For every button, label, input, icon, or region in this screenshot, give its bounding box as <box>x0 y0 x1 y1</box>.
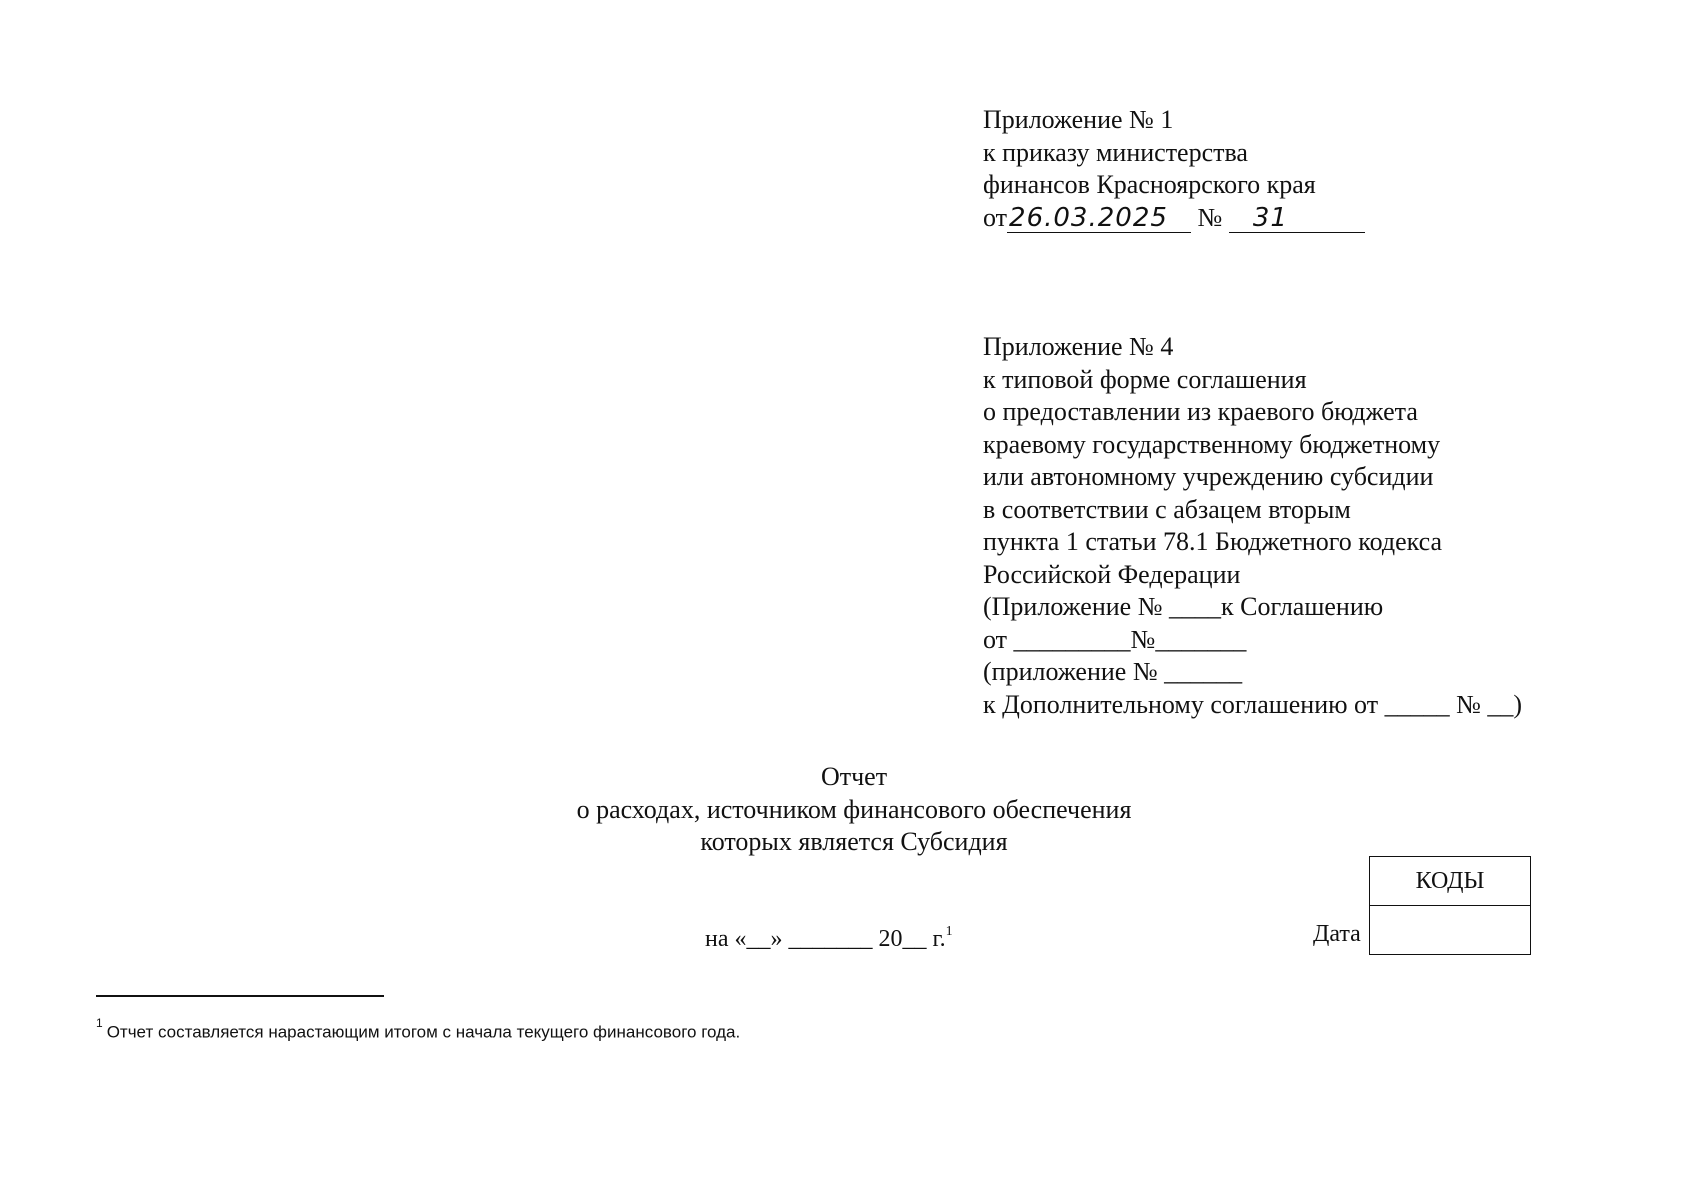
appendix-1-title: Приложение № 1 <box>983 105 1174 134</box>
appendix-1-header <box>983 104 1365 234</box>
report-date-line <box>705 919 953 954</box>
handwritten-date: 26.03.2025 <box>1007 204 1191 233</box>
from-prefix: от <box>983 202 1008 232</box>
appendix-1-ministry-line: финансов Красноярского края <box>983 170 1316 199</box>
appendix-4-line: пункта 1 статьи 78.1 Бюджетного кодекса <box>983 527 1442 556</box>
footnote <box>96 1016 740 1044</box>
footnote-divider <box>96 995 384 997</box>
report-date-text: на «__» _______ 20__ г. <box>705 926 946 952</box>
appendix-4-line: (Приложение № ____к Соглашению <box>983 592 1384 621</box>
appendix-4-line: Приложение № 4 <box>983 332 1174 361</box>
appendix-1-order-line: к приказу министерства <box>983 137 1248 167</box>
appendix-4-line: (приложение № ______ <box>983 657 1243 686</box>
report-title-line-2: о расходах, источником финансового обеспечения <box>576 794 1132 824</box>
appendix-4-line: о предоставлении из краевого бюджета <box>983 397 1418 426</box>
appendix-4-line: к типовой форме соглашения <box>983 364 1307 394</box>
appendix-4-line: в соответствии с абзацем вторым <box>983 494 1351 524</box>
footnote-text: Отчет составляется нарастающим итогом с начала текущего финансового года. <box>106 1022 741 1042</box>
date-label: Дата <box>1313 921 1361 947</box>
appendix-4-line: краевому государственному бюджетному <box>983 429 1441 459</box>
appendix-4-header <box>983 331 1522 721</box>
footnote-number: 1 <box>96 1016 103 1030</box>
number-prefix: № <box>1197 202 1223 232</box>
report-title-line-3: которых является Субсидия <box>700 827 1008 856</box>
appendix-1-date-number-line <box>983 202 1365 235</box>
codes-table <box>1369 856 1531 955</box>
codes-header: КОДЫ <box>1370 857 1530 906</box>
codes-date-cell <box>1370 906 1530 954</box>
handwritten-number: 31 <box>1229 204 1365 233</box>
footnote-marker: 1 <box>945 924 953 939</box>
report-title <box>450 761 1258 859</box>
report-title-line-1: Отчет <box>820 762 888 791</box>
appendix-4-line: от _________№_______ <box>983 624 1247 654</box>
appendix-4-line: к Дополнительному соглашению от _____ № __) <box>983 689 1523 719</box>
appendix-4-line: Российской Федерации <box>983 559 1241 589</box>
appendix-4-line: или автономному учреждению субсидии <box>983 462 1434 491</box>
